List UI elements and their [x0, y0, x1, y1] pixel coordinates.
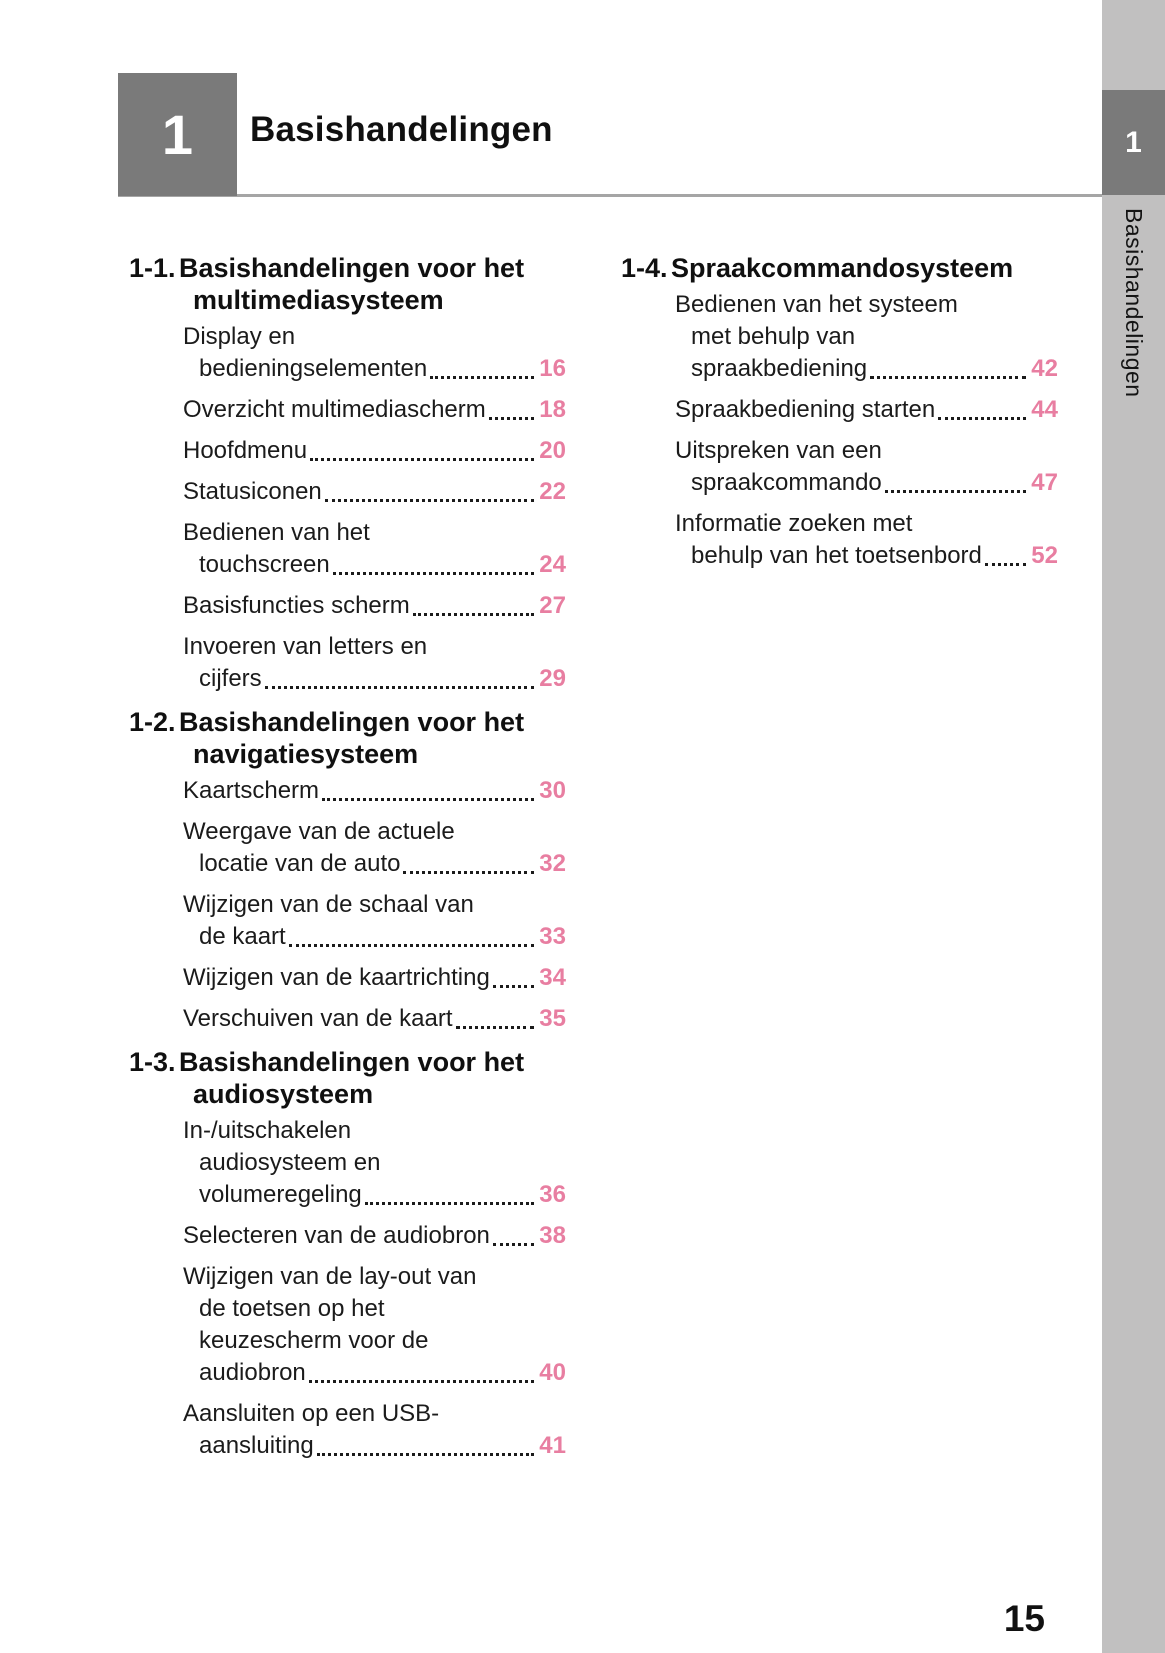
page-ref: 27 [539, 592, 566, 619]
page-ref: 42 [1031, 355, 1058, 382]
entry-text: bedieningselementen [199, 355, 428, 382]
page-ref: 18 [539, 396, 566, 423]
toc-entry [129, 1398, 566, 1462]
toc-entry-line: Bedienen van het [183, 519, 370, 546]
entry-text: Wijzigen van de kaartrichting [183, 964, 490, 991]
page-ref: 32 [539, 850, 566, 877]
toc-entry-line [129, 775, 566, 807]
entry-text: Verschuiven van de kaart [183, 1005, 453, 1032]
dot-leader [430, 376, 534, 379]
dot-leader [333, 572, 535, 575]
toc-entry [129, 435, 566, 467]
section-title: Basishandelingen voor het [179, 253, 525, 283]
entry-text: Hoofdmenu [183, 437, 308, 464]
toc-entry [129, 816, 566, 880]
dot-leader [317, 1453, 535, 1456]
sidebar-chapter-number: 1 [1125, 125, 1142, 159]
header-divider [118, 194, 1102, 197]
toc-entry-line: Informatie zoeken met [675, 510, 913, 537]
section-heading-line [129, 252, 566, 284]
toc-entry-line: Wijzigen van de lay-out van [183, 1263, 477, 1290]
entry-text: spraakbediening [691, 355, 868, 382]
entry-text: de kaart [199, 923, 286, 950]
page-ref: 30 [539, 777, 566, 804]
dot-leader [489, 417, 535, 420]
section-heading [129, 1046, 566, 1110]
page-ref: 35 [539, 1005, 566, 1032]
section-title: navigatiesysteem [193, 739, 419, 769]
entry-text: volumeregeling [199, 1181, 362, 1208]
toc-entry [129, 517, 566, 581]
toc-entry [129, 631, 566, 695]
entry-text: aansluiting [199, 1432, 314, 1459]
dot-leader [938, 417, 1026, 420]
dot-leader [325, 499, 535, 502]
page-ref: 52 [1031, 542, 1058, 569]
page-ref: 34 [539, 964, 566, 991]
toc-entry-line: Wijzigen van de schaal van [183, 891, 474, 918]
toc-entry [621, 508, 1058, 572]
toc-entry-line [129, 476, 566, 508]
section-title: Spraakcommandosysteem [671, 253, 1014, 283]
toc-entry-line: Display en [183, 323, 296, 350]
dot-leader [310, 458, 534, 461]
page-ref: 33 [539, 923, 566, 950]
toc-entry-line [129, 1357, 566, 1389]
section-title: Basishandelingen voor het [179, 1047, 525, 1077]
entry-text: spraakcommando [691, 469, 882, 496]
toc-column-right [621, 252, 1058, 581]
page-ref: 36 [539, 1181, 566, 1208]
section-number: 1-3. [129, 1047, 176, 1077]
toc-entry-line [129, 590, 566, 622]
dot-leader [456, 1026, 535, 1029]
toc-entry-line [129, 394, 566, 426]
toc-entry [129, 321, 566, 385]
toc-entry-line: keuzescherm voor de [199, 1327, 429, 1354]
toc-entry-line [129, 921, 566, 953]
entry-text: touchscreen [199, 551, 330, 578]
page-ref: 38 [539, 1222, 566, 1249]
toc-entry-line [129, 1003, 566, 1035]
toc-entry [129, 476, 566, 508]
toc-entry-line [129, 1179, 566, 1211]
sidebar-chapter-tab [1102, 90, 1165, 195]
toc-column-left [129, 252, 566, 1471]
page-ref: 41 [539, 1432, 566, 1459]
toc-entry-line [129, 353, 566, 385]
page-number: 15 [1003, 1598, 1045, 1639]
sidebar-strip [1102, 0, 1165, 1653]
entry-text: locatie van de auto [199, 850, 401, 877]
dot-leader [322, 798, 534, 801]
section-number: 1-4. [621, 253, 668, 283]
dot-leader [493, 985, 534, 988]
entry-text: Basisfuncties scherm [183, 592, 410, 619]
toc-entry [129, 775, 566, 807]
section-title: audiosysteem [193, 1079, 374, 1109]
entry-text: Overzicht multimediascherm [183, 396, 486, 423]
page-ref: 22 [539, 478, 566, 505]
page-ref: 20 [539, 437, 566, 464]
toc-entry-line [129, 549, 566, 581]
toc-entry-line [621, 540, 1058, 572]
toc-entry-line [621, 394, 1058, 426]
dot-leader [365, 1202, 535, 1205]
section-heading [129, 706, 566, 770]
section-heading-line [129, 1046, 566, 1078]
dot-leader [309, 1380, 535, 1383]
page-ref: 29 [539, 665, 566, 692]
toc-entry [129, 1261, 566, 1389]
page-ref: 40 [539, 1359, 566, 1386]
toc-entry-line [621, 353, 1058, 385]
toc-section [129, 1046, 566, 1462]
entry-text: cijfers [199, 665, 262, 692]
toc-entry-line: de toetsen op het [199, 1295, 385, 1322]
dot-leader [413, 613, 535, 616]
sidebar-chapter-label: Basishandelingen [1121, 208, 1147, 398]
toc-entry-line: Invoeren van letters en [183, 633, 428, 660]
dot-leader [289, 944, 535, 947]
toc-entry-line: Aansluiten op een USB- [183, 1400, 440, 1427]
toc-entry-line: audiosysteem en [199, 1149, 381, 1176]
toc-entry [129, 962, 566, 994]
toc-entry-line [129, 848, 566, 880]
section-number: 1-1. [129, 253, 176, 283]
entry-text: Spraakbediening starten [675, 396, 936, 423]
page-ref: 16 [539, 355, 566, 382]
toc-entry [129, 394, 566, 426]
toc-section [129, 706, 566, 1035]
page-ref: 44 [1031, 396, 1058, 423]
dot-leader [985, 563, 1026, 566]
toc-entry-line: Weergave van de actuele [183, 818, 455, 845]
toc-entry-line: Uitspreken van een [675, 437, 882, 464]
toc-entry [621, 394, 1058, 426]
toc-section [129, 252, 566, 695]
section-heading-line [129, 706, 566, 738]
chapter-number-box [118, 73, 237, 196]
toc-entry [621, 435, 1058, 499]
entry-text: Selecteren van de audiobron [183, 1222, 490, 1249]
entry-text: behulp van het toetsenbord [691, 542, 982, 569]
toc-entry-line: Bedienen van het systeem [675, 291, 958, 318]
section-title: Basishandelingen voor het [179, 707, 525, 737]
toc-entry-line [129, 435, 566, 467]
chapter-title: Basishandelingen [250, 110, 553, 149]
toc-entry-line [129, 1220, 566, 1252]
toc-entry-line [621, 467, 1058, 499]
section-number: 1-2. [129, 707, 176, 737]
dot-leader [870, 376, 1026, 379]
chapter-number: 1 [161, 103, 194, 166]
toc-entry [129, 590, 566, 622]
entry-text: Kaartscherm [183, 777, 320, 804]
toc-entry [129, 1220, 566, 1252]
section-heading-line [621, 252, 1058, 284]
toc-entry-line [129, 663, 566, 695]
toc-entry-line: met behulp van [691, 323, 856, 350]
toc-entry-line [129, 962, 566, 994]
dot-leader [493, 1243, 534, 1246]
page-ref: 24 [539, 551, 566, 578]
toc-entry [129, 1003, 566, 1035]
page-ref: 47 [1031, 469, 1058, 496]
toc-entry-line [129, 1430, 566, 1462]
toc-entry-line: In-/uitschakelen [183, 1117, 352, 1144]
toc-entry [129, 1115, 566, 1211]
section-heading [621, 252, 1058, 284]
section-title: multimediasysteem [193, 285, 444, 315]
dot-leader [265, 686, 535, 689]
toc-entry [621, 289, 1058, 385]
dot-leader [403, 871, 534, 874]
entry-text: Statusiconen [183, 478, 322, 505]
entry-text: audiobron [199, 1359, 306, 1386]
section-heading [129, 252, 566, 316]
toc-section [621, 252, 1058, 572]
toc-entry [129, 889, 566, 953]
dot-leader [885, 490, 1027, 493]
